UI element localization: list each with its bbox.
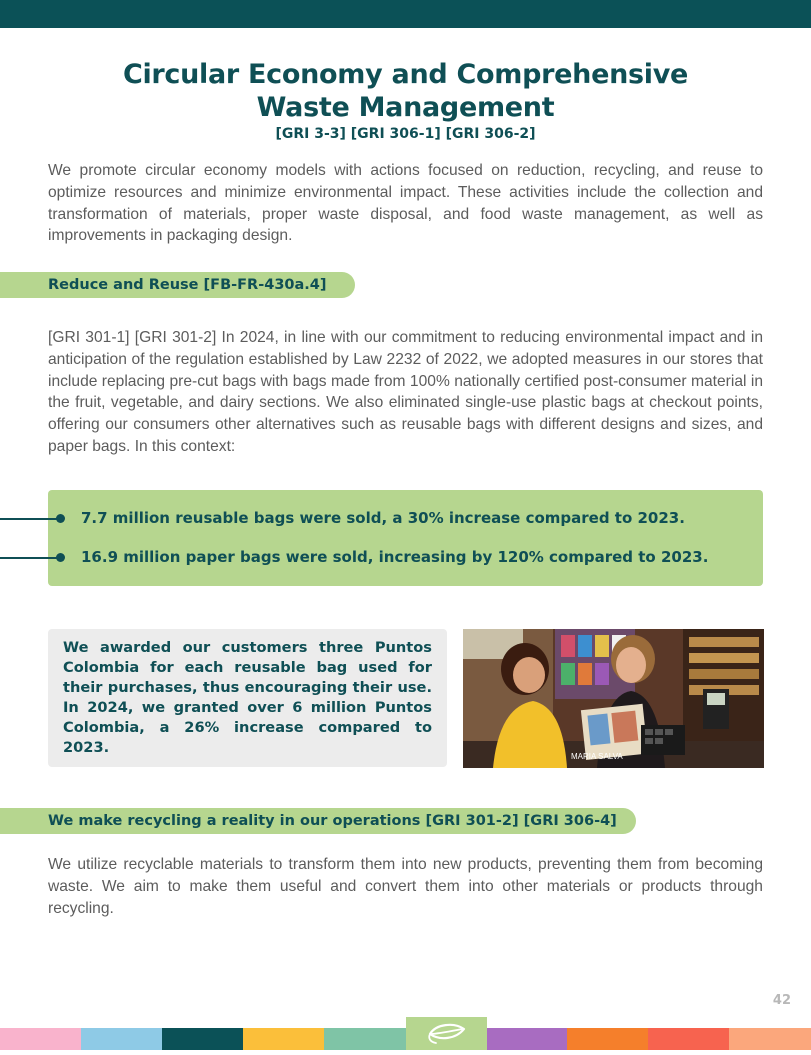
leaf-icon (406, 1017, 487, 1050)
footer-stripe (81, 1028, 163, 1050)
highlight-item: 7.7 million reusable bags were sold, a 30% increase compared to 2023. (81, 509, 685, 527)
footer-stripe (162, 1028, 244, 1050)
intro-paragraph: We promote circular economy models with actions focused on reduction, recycling, and reuse to optimize resources and minimize environmental impact. These activities include the collection and transformation of materials, proper waste disposal, and food waste management, as well as improvements in packaging design. (48, 162, 763, 245)
section-heading-recycling: We make recycling a reality in our operations [GRI 301-2] [GRI 306-4] (0, 808, 636, 834)
puntos-colombia-callout (48, 629, 447, 767)
highlight-item: 16.9 million paper bags were sold, increasing by 120% compared to 2023. (81, 548, 709, 566)
highlights-box (48, 490, 763, 586)
header-bar (0, 0, 811, 28)
footer-stripe (567, 1028, 649, 1050)
bullet-connector-line (0, 557, 60, 559)
footer-stripe (0, 1028, 82, 1050)
recycling-paragraph: We utilize recyclable materials to transform them into new products, preventing them from becoming waste. We aim to make them useful and convert them into other materials or products through recycling. (48, 856, 763, 917)
footer-stripe (486, 1028, 568, 1050)
bag-print-text: MARIA SALVA (571, 752, 623, 761)
reduce-reuse-paragraph: [GRI 301-1] [GRI 301-2] In 2024, in line with our commitment to reducing environmental impact and in anticipation of the regulation established by Law 2232 of 2022, we adopted measures in our stores that include replacing pre-cut bags with bags made from 100% nationally certified post-consumer material in the fruit, vegetable, and dairy sections. We also eliminated single-use plastic bags at checkout points, offering our consumers other alternatives such as reusable bags with different designs and sizes, and paper bags. In this context: (48, 329, 763, 455)
callout-text: We awarded our customers three Puntos Colombia for each reusable bag used for their purchases, thus encouraging their use. In 2024, we granted over 6 million Puntos Colombia, a 26% increase compared to 2023. (63, 639, 432, 756)
bullet-connector-line (0, 518, 60, 520)
section-heading-reduce-reuse: Reduce and Reuse [FB-FR-430a.4] (0, 272, 355, 298)
footer-stripe (648, 1028, 730, 1050)
page-title (0, 58, 811, 124)
page-number: 42 (772, 993, 791, 1008)
bullet-dot (56, 553, 65, 562)
page-title-line-1: Circular Economy and Comprehensive (122, 59, 689, 90)
footer-stripe (729, 1028, 811, 1050)
footer-stripe (243, 1028, 325, 1050)
bullet-dot (56, 514, 65, 523)
store-checkout-photo (463, 629, 764, 768)
gri-references: [GRI 3-3] [GRI 306-1] [GRI 306-2] (275, 126, 536, 142)
footer-tab (406, 1017, 487, 1050)
page-title-line-2: Waste Management (256, 92, 555, 123)
footer-stripe (324, 1028, 406, 1050)
